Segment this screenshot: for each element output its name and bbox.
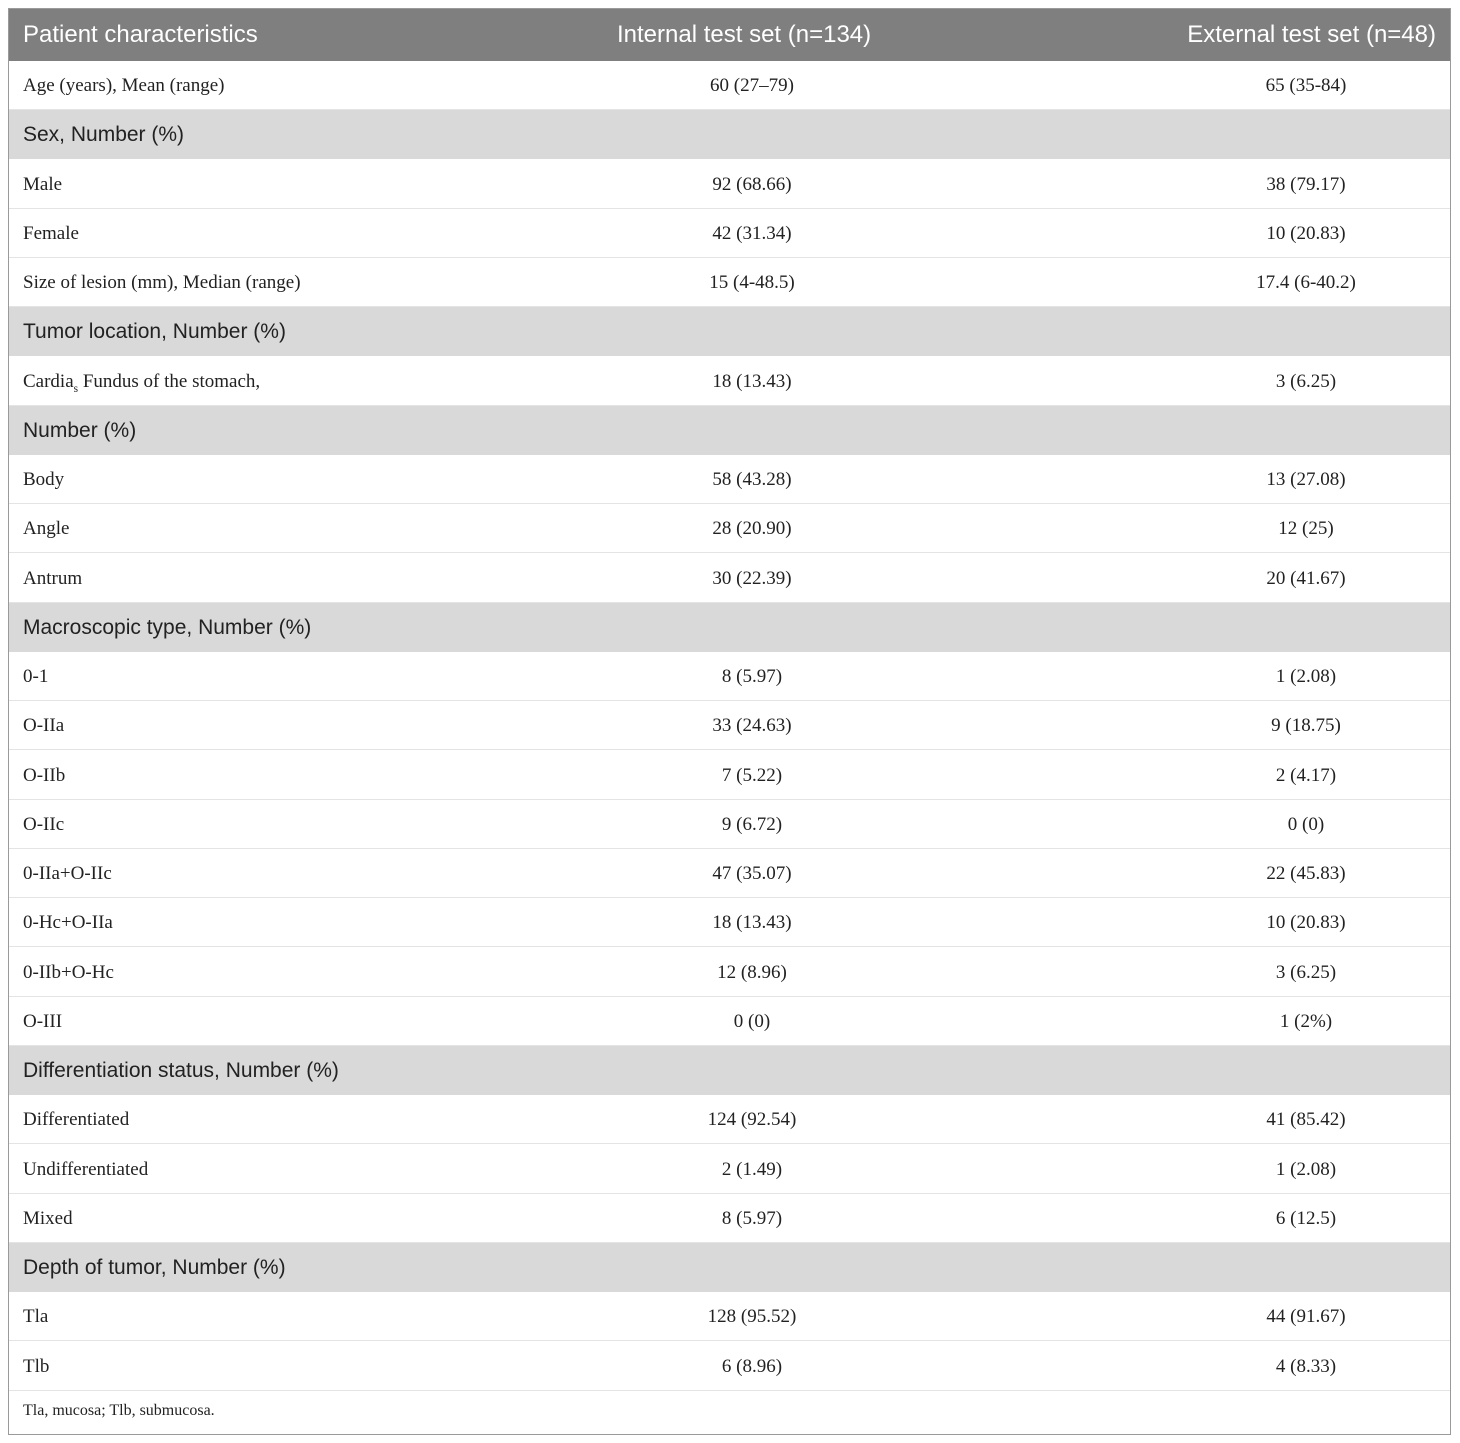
internal-value: 0 (0) — [733, 1010, 771, 1032]
external-value: 4 (8.33) — [1275, 1355, 1337, 1377]
external-value: 65 (35-84) — [1265, 75, 1347, 96]
header-external-test-set: External test set (n=48) — [1187, 21, 1436, 48]
external-value: 0 (0) — [1287, 813, 1325, 835]
external-value: 1 (2.08) — [1275, 666, 1337, 687]
table-row — [9, 1095, 1450, 1144]
table-row — [9, 898, 1450, 947]
row-label: Differentiated — [23, 1109, 130, 1131]
table-row — [9, 160, 1450, 209]
external-value: 13 (27.08) — [1266, 469, 1346, 490]
table-row — [9, 849, 1450, 898]
external-value: 3 (6.25) — [1275, 370, 1337, 392]
row-label: Undifferentiated — [23, 1158, 149, 1180]
header-patient-characteristics: Patient characteristics — [23, 21, 258, 48]
row-label: 0-Hc+O-IIa — [23, 912, 113, 934]
row-label: Tlb — [23, 1355, 50, 1377]
external-value: 22 (45.83) — [1266, 863, 1346, 884]
section-label: Macroscopic type, Number (%) — [23, 615, 312, 639]
table-row — [9, 701, 1450, 750]
internal-value: 7 (5.22) — [721, 764, 783, 786]
row-label: Tla — [23, 1306, 49, 1328]
internal-value: 28 (20.90) — [712, 518, 792, 540]
table-row — [9, 1194, 1450, 1243]
external-value: 3 (6.25) — [1275, 961, 1337, 983]
internal-value: 60 (27–79) — [710, 75, 794, 96]
table-row — [9, 652, 1450, 701]
row-label: Antrum — [23, 567, 83, 589]
table-row — [9, 554, 1450, 603]
row-label-rest: Fundus of the stomach, — [78, 370, 261, 392]
external-value: 1 (2%) — [1279, 1010, 1333, 1032]
table-row — [9, 1342, 1450, 1391]
header-internal-test-set: Internal test set (n=134) — [617, 21, 872, 48]
internal-value: 33 (24.63) — [712, 715, 792, 737]
row-label-subscript: s — [73, 382, 79, 395]
table-row — [9, 1292, 1450, 1341]
external-value: 20 (41.67) — [1266, 567, 1346, 589]
internal-value: 9 (6.72) — [721, 813, 783, 835]
internal-value: 6 (8.96) — [721, 1355, 783, 1377]
table-row — [9, 800, 1450, 849]
section-header-row — [9, 307, 1450, 356]
row-label: Size of lesion (mm), Median (range) — [23, 272, 301, 293]
internal-value: 12 (8.96) — [717, 961, 787, 983]
external-value: 10 (20.83) — [1266, 222, 1346, 244]
section-label: Number (%) — [23, 418, 137, 442]
external-value: 2 (4.17) — [1275, 764, 1337, 786]
external-value: 6 (12.5) — [1275, 1207, 1337, 1229]
internal-value: 92 (68.66) — [712, 173, 792, 195]
row-label: Mixed — [23, 1207, 73, 1229]
internal-value: 8 (5.97) — [721, 666, 783, 687]
external-value: 41 (85.42) — [1266, 1109, 1346, 1131]
table-footnote: Tla, mucosa; Tlb, submucosa. — [23, 1402, 215, 1419]
row-label: O-IIc — [23, 813, 65, 835]
row-label: Male — [23, 173, 63, 195]
row-label: Body — [23, 469, 65, 490]
section-header-row — [9, 1046, 1450, 1095]
table-row — [9, 504, 1450, 553]
characteristics-table — [8, 8, 1451, 1435]
external-value: 1 (2.08) — [1275, 1158, 1337, 1180]
internal-value: 47 (35.07) — [712, 863, 792, 884]
internal-value: 58 (43.28) — [712, 469, 792, 490]
section-header-row — [9, 110, 1450, 159]
internal-value: 30 (22.39) — [712, 567, 792, 589]
table-row — [9, 258, 1450, 307]
internal-value: 8 (5.97) — [721, 1207, 783, 1229]
section-label: Depth of tumor, Number (%) — [23, 1256, 286, 1279]
table-row — [9, 209, 1450, 258]
internal-value: 2 (1.49) — [721, 1158, 783, 1180]
section-label: Tumor location, Number (%) — [23, 320, 286, 344]
external-value: 10 (20.83) — [1266, 912, 1346, 934]
section-label: Differentiation status, Number (%) — [23, 1059, 339, 1082]
row-label: O-III — [23, 1010, 63, 1032]
table-row — [9, 455, 1450, 504]
internal-value: 15 (4-48.5) — [709, 272, 795, 293]
internal-value: 124 (92.54) — [707, 1109, 797, 1131]
row-label: Female — [23, 222, 79, 244]
external-value: 12 (25) — [1278, 518, 1334, 540]
row-label: O-IIa — [23, 715, 65, 737]
row-label: 0-1 — [23, 666, 49, 687]
table-row — [9, 997, 1450, 1046]
table-row — [9, 1145, 1450, 1194]
row-label: O-IIb — [23, 764, 66, 786]
table-row — [9, 357, 1450, 406]
internal-value: 18 (13.43) — [712, 370, 792, 392]
table-header-row — [9, 9, 1450, 61]
section-header-row — [9, 603, 1450, 652]
row-label: Angle — [23, 518, 70, 540]
section-header-row — [9, 406, 1450, 455]
table-row — [9, 948, 1450, 997]
internal-value: 18 (13.43) — [712, 912, 792, 934]
section-header-row — [9, 1243, 1450, 1292]
internal-value: 128 (95.52) — [707, 1306, 797, 1328]
external-value: 9 (18.75) — [1271, 715, 1341, 737]
table-row — [9, 61, 1450, 110]
external-value: 44 (91.67) — [1266, 1306, 1346, 1328]
row-label: 0-IIb+O-Hc — [23, 961, 114, 983]
table-row — [9, 751, 1450, 800]
row-label: 0-IIa+O-IIc — [23, 863, 112, 884]
row-label-main: Cardia — [23, 370, 74, 392]
row-label: Age (years), Mean (range) — [23, 75, 225, 96]
section-label: Sex, Number (%) — [23, 123, 185, 147]
external-value: 38 (79.17) — [1266, 173, 1346, 195]
internal-value: 42 (31.34) — [712, 222, 792, 244]
external-value: 17.4 (6-40.2) — [1256, 272, 1356, 293]
